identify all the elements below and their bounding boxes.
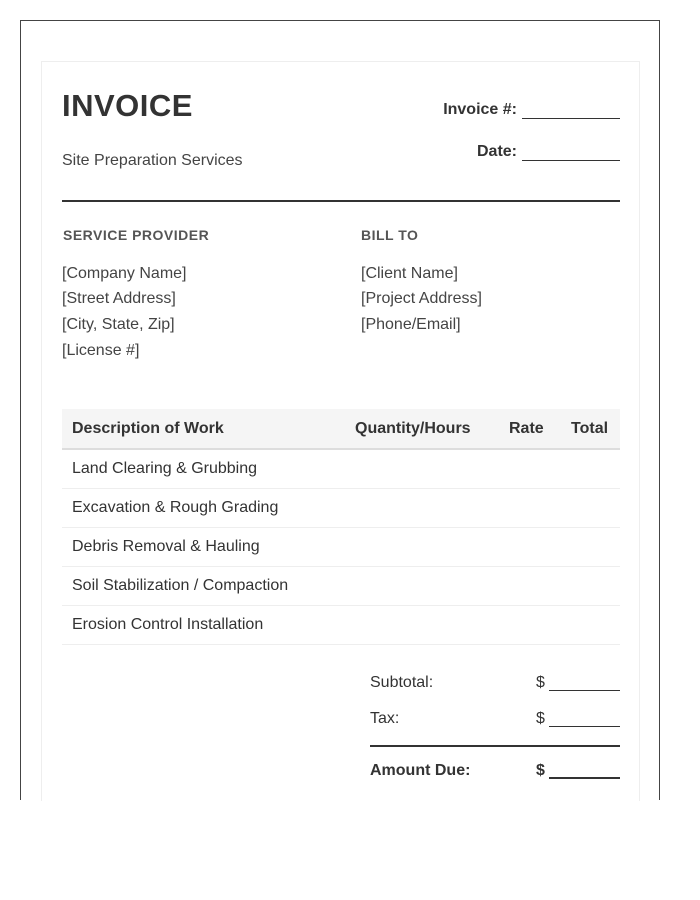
row-total-cell[interactable] <box>563 606 620 645</box>
totals-divider <box>370 745 620 747</box>
table-row <box>62 489 620 528</box>
subtotal-blank[interactable] <box>549 690 620 691</box>
invoice-number-field[interactable] <box>443 101 620 119</box>
subtotal-label: Subtotal: <box>370 674 434 691</box>
header-divider <box>62 200 620 202</box>
date-label: Date: <box>476 143 517 160</box>
tax-currency: $ <box>536 710 545 727</box>
subtotal-currency: $ <box>536 674 545 691</box>
row-quantity-cell[interactable] <box>335 528 491 567</box>
provider-line: [City, State, Zip] <box>62 316 175 333</box>
row-rate-cell[interactable] <box>491 567 563 606</box>
row-quantity-cell[interactable] <box>335 606 491 645</box>
row-description: Land Clearing & Grubbing <box>62 449 335 489</box>
bill-to-line: [Phone/Email] <box>361 316 461 333</box>
row-rate-cell[interactable] <box>491 528 563 567</box>
column-header-total: Total <box>563 409 620 449</box>
bill-to-line: [Project Address] <box>361 290 482 307</box>
invoice-title: INVOICE <box>62 88 193 123</box>
tax-label: Tax: <box>370 710 400 727</box>
column-header-rate: Rate <box>491 409 563 449</box>
row-description: Debris Removal & Hauling <box>62 528 335 567</box>
table-row <box>62 449 620 489</box>
column-header-quantity: Quantity/Hours <box>335 409 491 449</box>
bill-to-line: [Client Name] <box>361 265 458 282</box>
invoice-number-label: Invoice #: <box>443 101 517 118</box>
tax-blank[interactable] <box>549 726 620 727</box>
row-rate-cell[interactable] <box>491 606 563 645</box>
table-header-row <box>62 409 620 449</box>
row-description: Erosion Control Installation <box>62 606 335 645</box>
provider-line: [Street Address] <box>62 290 176 307</box>
row-rate-cell[interactable] <box>491 449 563 489</box>
service-provider-heading: SERVICE PROVIDER <box>63 227 210 243</box>
row-quantity-cell[interactable] <box>335 567 491 606</box>
amount-due-label: Amount Due: <box>370 762 471 779</box>
provider-line: [License #] <box>62 342 140 359</box>
row-description: Soil Stabilization / Compaction <box>62 567 335 606</box>
column-header-description: Description of Work <box>62 409 335 449</box>
row-total-cell[interactable] <box>563 528 620 567</box>
row-total-cell[interactable] <box>563 449 620 489</box>
row-quantity-cell[interactable] <box>335 449 491 489</box>
table-row <box>62 606 620 645</box>
table-row <box>62 528 620 567</box>
row-total-cell[interactable] <box>563 567 620 606</box>
bill-to-heading: BILL TO <box>361 227 419 243</box>
date-field[interactable] <box>477 143 620 161</box>
invoice-subtitle: Site Preparation Services <box>62 152 243 169</box>
row-quantity-cell[interactable] <box>335 489 491 528</box>
row-description: Excavation & Rough Grading <box>62 489 335 528</box>
row-rate-cell[interactable] <box>491 489 563 528</box>
row-total-cell[interactable] <box>563 489 620 528</box>
invoice-number-blank[interactable] <box>522 102 620 119</box>
table-row <box>62 567 620 606</box>
amount-due-blank[interactable] <box>549 777 620 779</box>
amount-due-currency: $ <box>536 762 545 779</box>
line-items-table <box>62 409 620 645</box>
date-blank[interactable] <box>522 144 620 161</box>
provider-line: [Company Name] <box>62 265 187 282</box>
